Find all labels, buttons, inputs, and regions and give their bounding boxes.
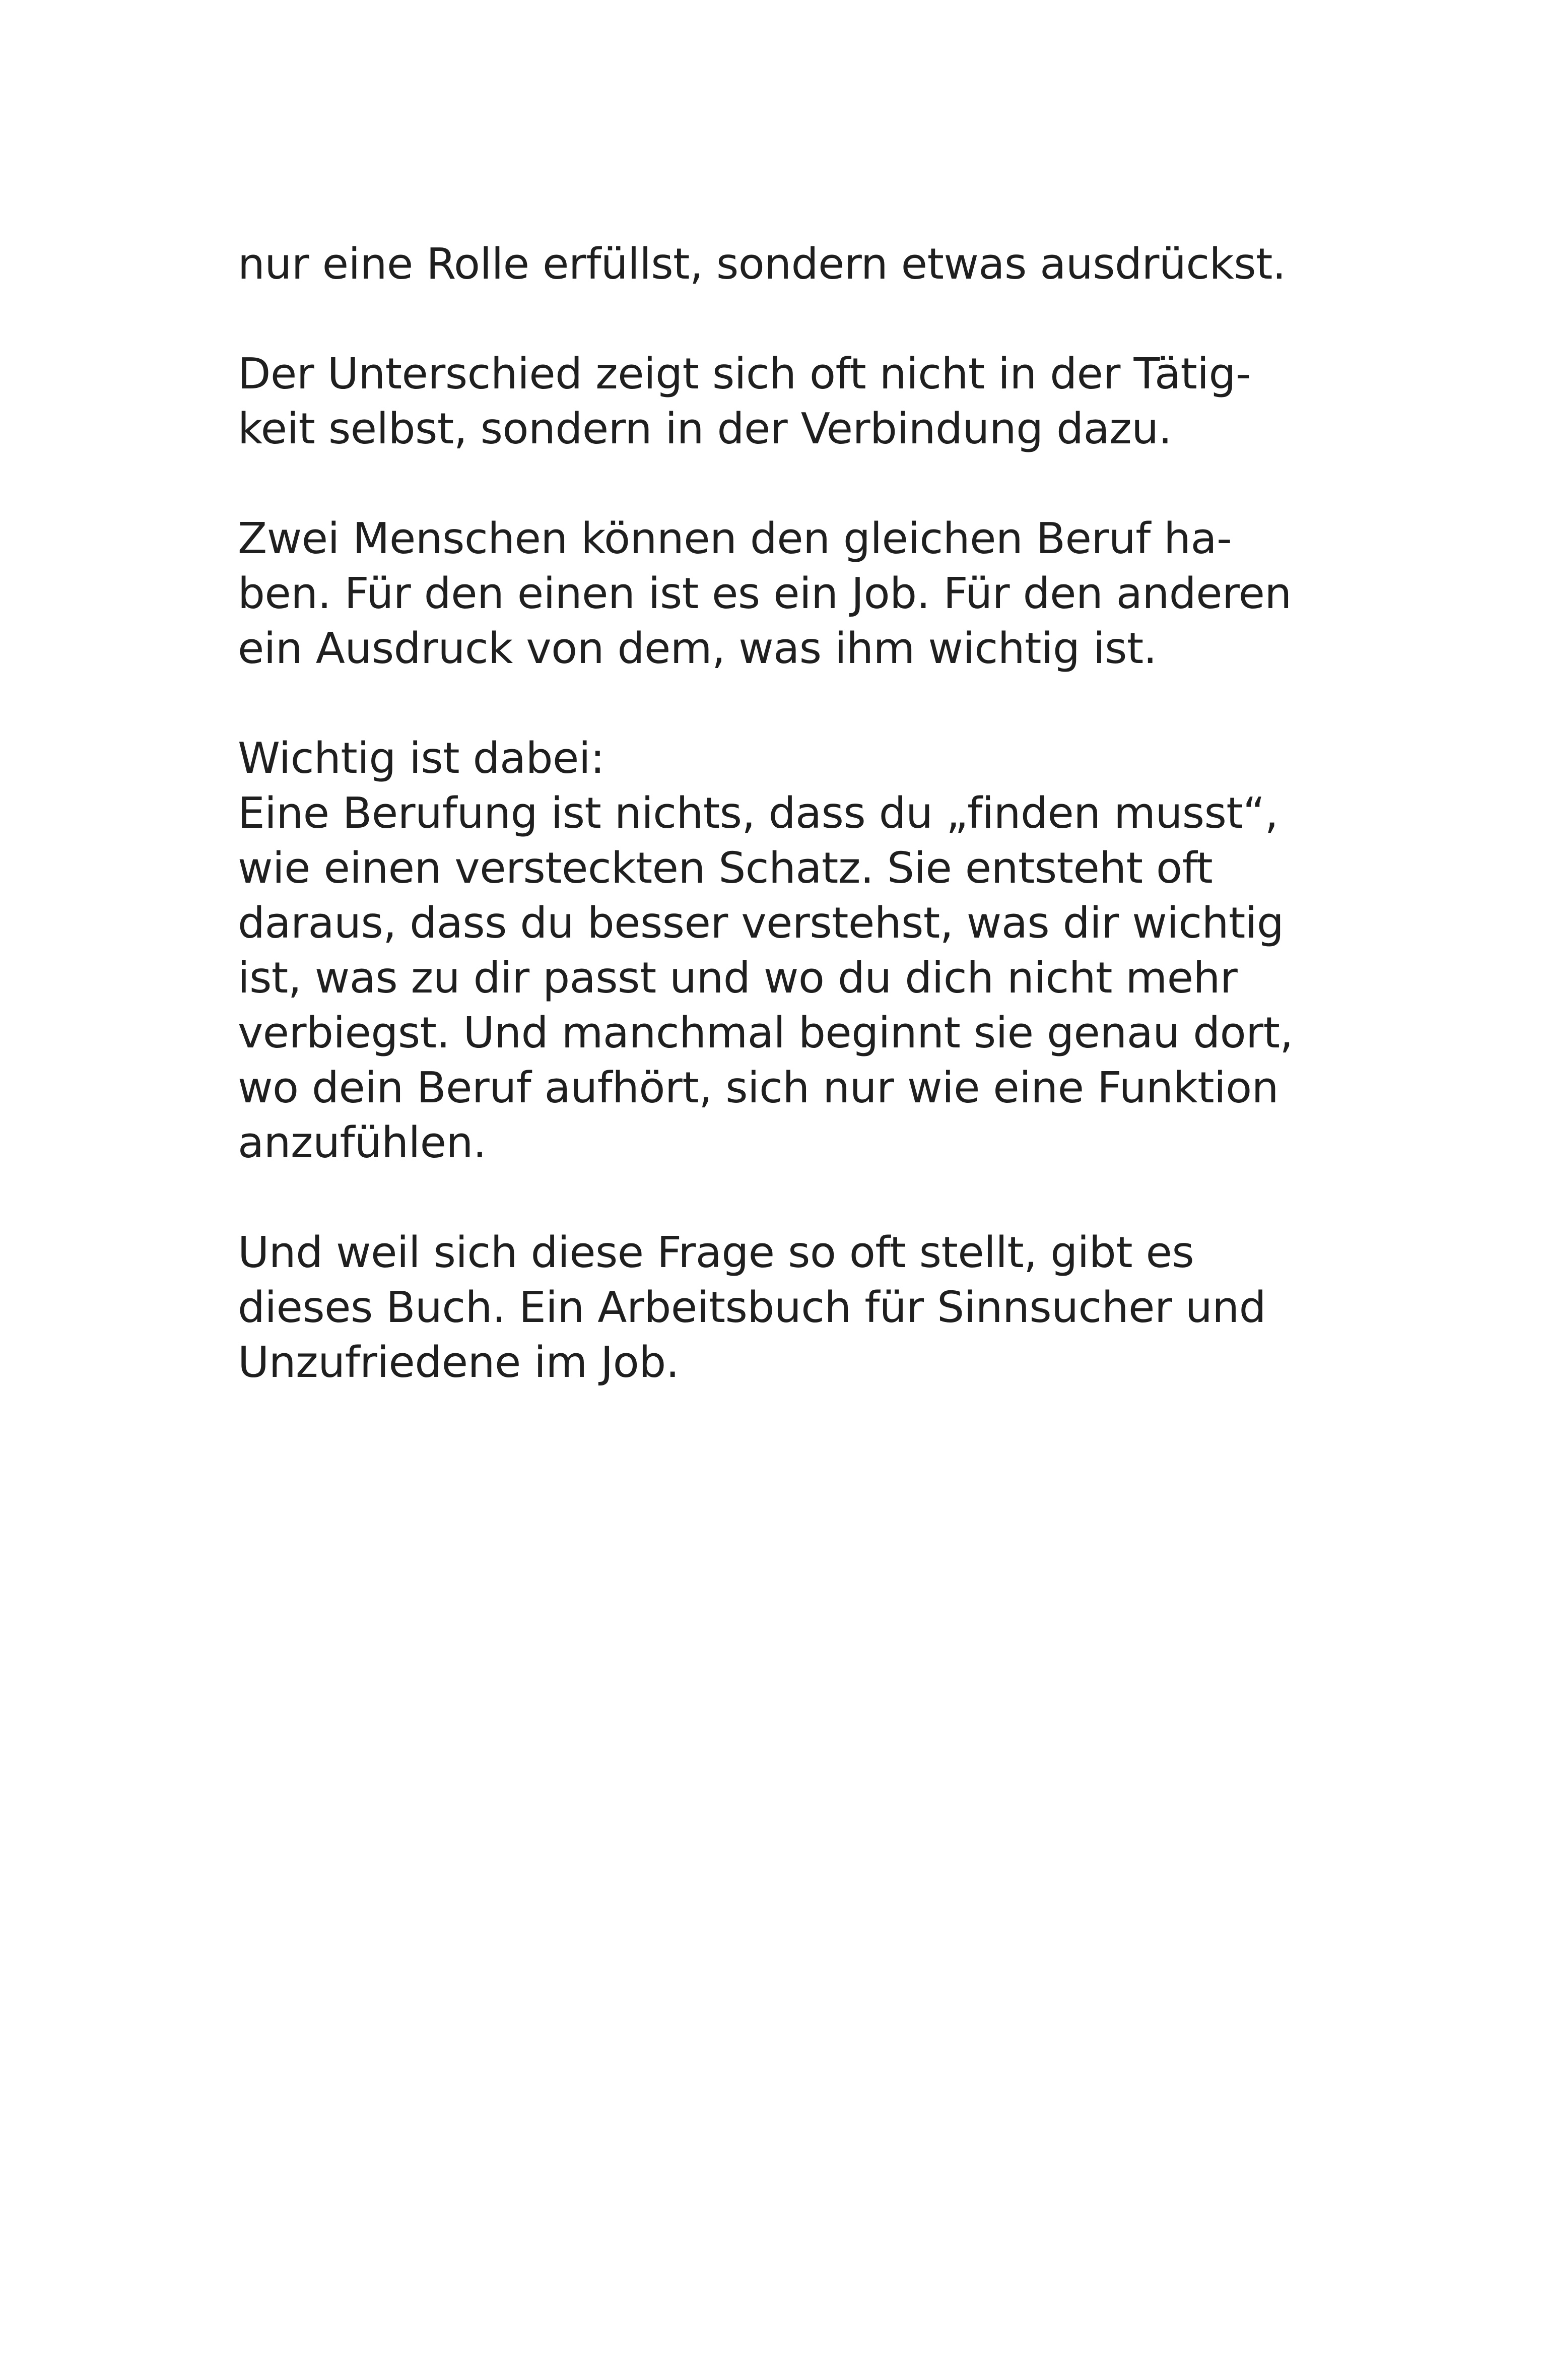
text-line: Wichtig ist dabei:	[238, 734, 605, 783]
text-line: ben. Für den einen ist es ein Job. Für den anderen	[238, 569, 1292, 619]
text-line: wo dein Beruf aufhört, sich nur wie eine Funktion	[238, 1063, 1279, 1113]
body-text	[238, 237, 1396, 1390]
paragraph-4	[238, 731, 1396, 1170]
paragraph-spacer	[238, 292, 1396, 347]
text-line: Unzufriedene im Job.	[238, 1338, 680, 1387]
text-line: anzufühlen.	[238, 1118, 487, 1168]
text-line: Zwei Menschen können den gleichen Beruf ha-	[238, 514, 1232, 564]
text-line: keit selbst, sondern in der Verbindung dazu.	[238, 404, 1172, 454]
text-line: dieses Buch. Ein Arbeitsbuch für Sinnsucher und	[238, 1283, 1266, 1333]
text-line: Eine Berufung ist nichts, dass du „finden musst“,	[238, 788, 1279, 838]
paragraph-spacer	[238, 456, 1396, 511]
text-line: ein Ausdruck von dem, was ihm wichtig ist.	[238, 624, 1157, 674]
paragraph-spacer	[238, 1170, 1396, 1225]
text-line: Der Unterschied zeigt sich oft nicht in der Tätig-	[238, 349, 1251, 399]
text-line: verbiegst. Und manchmal beginnt sie genau dort,	[238, 1008, 1293, 1058]
text-line: wie einen versteckten Schatz. Sie entsteht oft	[238, 843, 1213, 893]
paragraph-spacer	[238, 676, 1396, 731]
paragraph-2	[238, 347, 1396, 456]
paragraph-1	[238, 237, 1396, 292]
text-line: daraus, dass du besser verstehst, was dir wichtig	[238, 898, 1284, 948]
text-line: ist, was zu dir passt und wo du dich nicht mehr	[238, 953, 1238, 1003]
text-line: nur eine Rolle erfüllst, sondern etwas ausdrückst.	[238, 239, 1286, 289]
text-line: Und weil sich diese Frage so oft stellt, gibt es	[238, 1228, 1194, 1278]
paragraph-5	[238, 1225, 1396, 1390]
paragraph-3	[238, 511, 1396, 676]
